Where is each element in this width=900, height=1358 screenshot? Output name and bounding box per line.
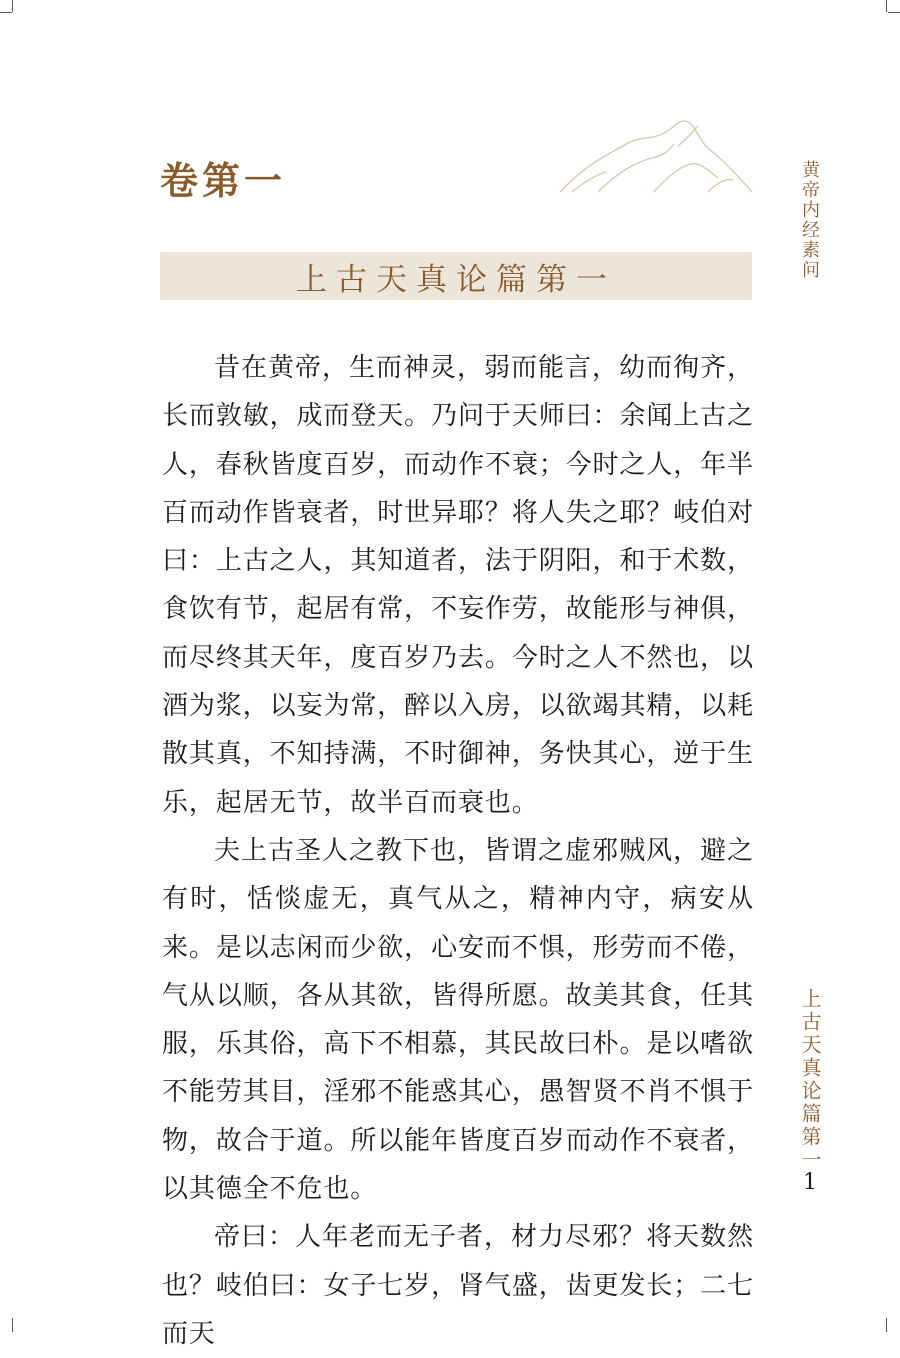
running-head-chapter-title: 上古天真论篇第一	[798, 988, 822, 1172]
paragraph: 昔在黄帝，生而神灵，弱而能言，幼而徇齐，长而敦敏，成而登天。乃问于天师曰：余闻上古之人，春秋皆度百岁，而动作不衰；今时之人，年半百而动作皆衰者，时世异耶？将人失之耶？岐伯对曰：上古之人，其知道者，法于阴阳，和于术数，食饮有节，起居有常，不妄作劳，故能形与神俱，而尽终其天年，度百岁乃去。今时之人不然也，以酒为浆，以妄为常，醉以入房，以欲竭其精，以耗散其真，不知持满，不时御神，务快其心，逆于生乐，起居无节，故半百而衰也。	[162, 353, 754, 818]
running-head-book-title: 黄帝内经素问	[799, 160, 820, 280]
mountain-ornament	[558, 112, 754, 198]
chapter-title: 上古天真论篇第一	[296, 261, 616, 298]
crop-mark-top-left	[12, 0, 13, 12]
paragraph: 夫上古圣人之教下也，皆谓之虚邪贼风，避之有时，恬惔虚无，真气从之，精神内守，病安从来。是以志闲而少欲，心安而不惧，形劳而不倦，气从以顺，各从其欲，皆得所愿。故美其食，任其服，乐其俗，高下不相慕，其民故曰朴。是以嗜欲不能劳其目，淫邪不能惑其心，愚智贤不肖不惧于物，故合于道。所以能年皆度百岁而动作不衰者，以其德全不危也。	[162, 835, 754, 1205]
page-number: 1	[803, 1170, 817, 1195]
crop-mark-top-right	[886, 0, 887, 12]
crop-mark-bottom-left	[12, 1318, 13, 1332]
chapter-heading-band	[160, 252, 752, 300]
crop-mark-top-left-h	[0, 12, 12, 13]
crop-mark-bottom-right	[886, 1318, 887, 1332]
paragraph: 帝曰：人年老而无子者，材力尽邪？将天数然也？岐伯曰：女子七岁，肾气盛，齿更发长；二七而天	[162, 1222, 754, 1349]
crop-mark-top-right-h	[888, 12, 900, 13]
body-text	[162, 344, 754, 1358]
volume-title: 卷第一	[160, 158, 287, 203]
